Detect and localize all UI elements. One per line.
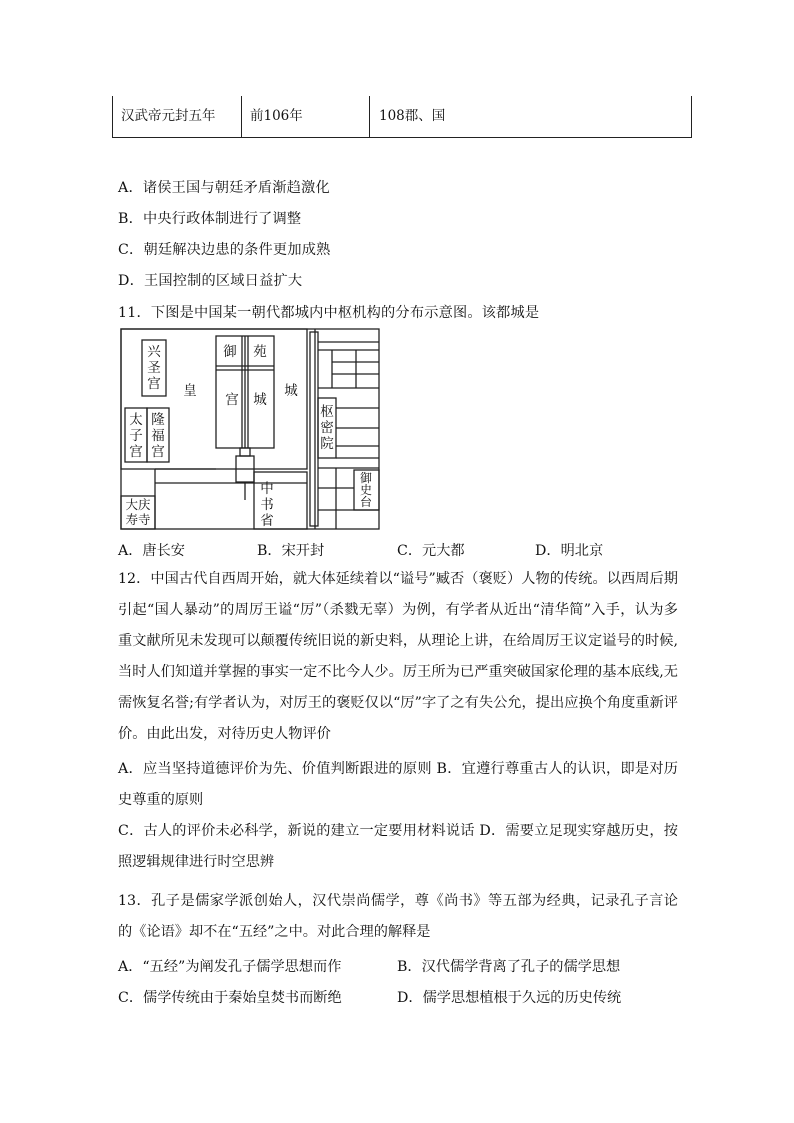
map-label-daqing-temple: 大庆寿寺: [125, 497, 151, 527]
q10-option-b: B．中央行政体制进行了调整: [118, 211, 302, 227]
q13-option-c: C．儒学传统由于秦始皇焚书而断绝: [118, 990, 342, 1006]
map-label-yu: 御: [223, 344, 237, 360]
map-label-shumi-yuan: 枢密院: [320, 404, 334, 452]
map-label-cheng-inner: 城: [253, 392, 267, 408]
data-table: [112, 96, 692, 138]
map-label-cheng-outer: 城: [284, 383, 298, 399]
map-label-yuan: 苑: [253, 344, 267, 360]
q11-option-d: D．明北京: [535, 543, 604, 559]
map-label-yushi-tai: 御史台: [359, 471, 372, 509]
map-label-xingsheng-palace: 兴圣宫: [147, 344, 161, 392]
q12-options-ab: A．应当坚持道德评价为先、价值判断跟进的原则 B．宜遵行尊重古人的认识，即是对历史尊重的原则: [118, 761, 678, 808]
capital-layout-map: [120, 328, 380, 530]
q12-stem: 12．中国古代自西周开始，就大体延续着以“谥号”臧否（褒贬）人物的传统。以西周后期引起“国人暴动”的周厉王谥“厉”（杀戮无辜）为例，有学者从近出“清华简”入手，认为多重文献所见未发现可以颠覆传统旧说的新史料，从理论上讲，在给周厉王议定谥号的时候,当时人们知道并掌握的事实一定不比今人少。厉王所为已严重突破国家伦理的基本底线,无需恢复名誉;有学者认为，对厉王的褒贬仅以“厉”字了之有失公允，提出应换个角度重新评价。由此出发，对待历史人物评价: [118, 571, 678, 742]
q11-option-c: C．元大都: [397, 543, 465, 559]
table-cell-reign: 汉武帝元封五年: [121, 108, 216, 124]
map-label-huang: 皇: [183, 383, 197, 399]
q13-option-a: A．“五经”为阐发孔子儒学思想而作: [118, 959, 342, 975]
map-label-zhongshu-sheng: 中书省: [260, 481, 274, 529]
table-cell-count: 108郡、国: [379, 108, 446, 124]
q13-stem: 13．孔子是儒家学派创始人，汉代崇尚儒学，尊《尚书》等五部为经典，记录孔子言论 的《论语》却不在“五经”之中。对此合理的解释是: [118, 893, 678, 940]
map-label-longfu-palace: 隆福宫: [151, 412, 165, 460]
q11-stem: 11．下图是中国某一朝代都城内中枢机构的分布示意图。该都城是: [118, 305, 540, 321]
q11-option-a: A．唐长安: [118, 543, 185, 559]
map-label-gong: 宫: [225, 392, 239, 408]
map-label-taizi-palace: 太子宫: [129, 412, 143, 460]
q11-option-b: B．宋开封: [257, 543, 325, 559]
table-cell-year: 前106年: [250, 108, 303, 124]
q10-option-c: C．朝廷解决边患的条件更加成熟: [118, 242, 331, 258]
q12-options-cd: C．古人的评价未必科学，新说的建立一定要用材料说话 D．需要立足现实穿越历史，按照逻辑规律进行时空思辨: [118, 823, 678, 870]
q13-option-b: B．汉代儒学背离了孔子的儒学思想: [397, 959, 621, 975]
q10-option-d: D．王国控制的区域日益扩大: [118, 273, 303, 289]
table-divider: [241, 96, 242, 137]
q13-option-d: D．儒学思想植根于久远的历史传统: [397, 990, 622, 1006]
table-divider: [369, 96, 370, 137]
q10-option-a: A．诸侯王国与朝廷矛盾渐趋激化: [118, 180, 330, 196]
